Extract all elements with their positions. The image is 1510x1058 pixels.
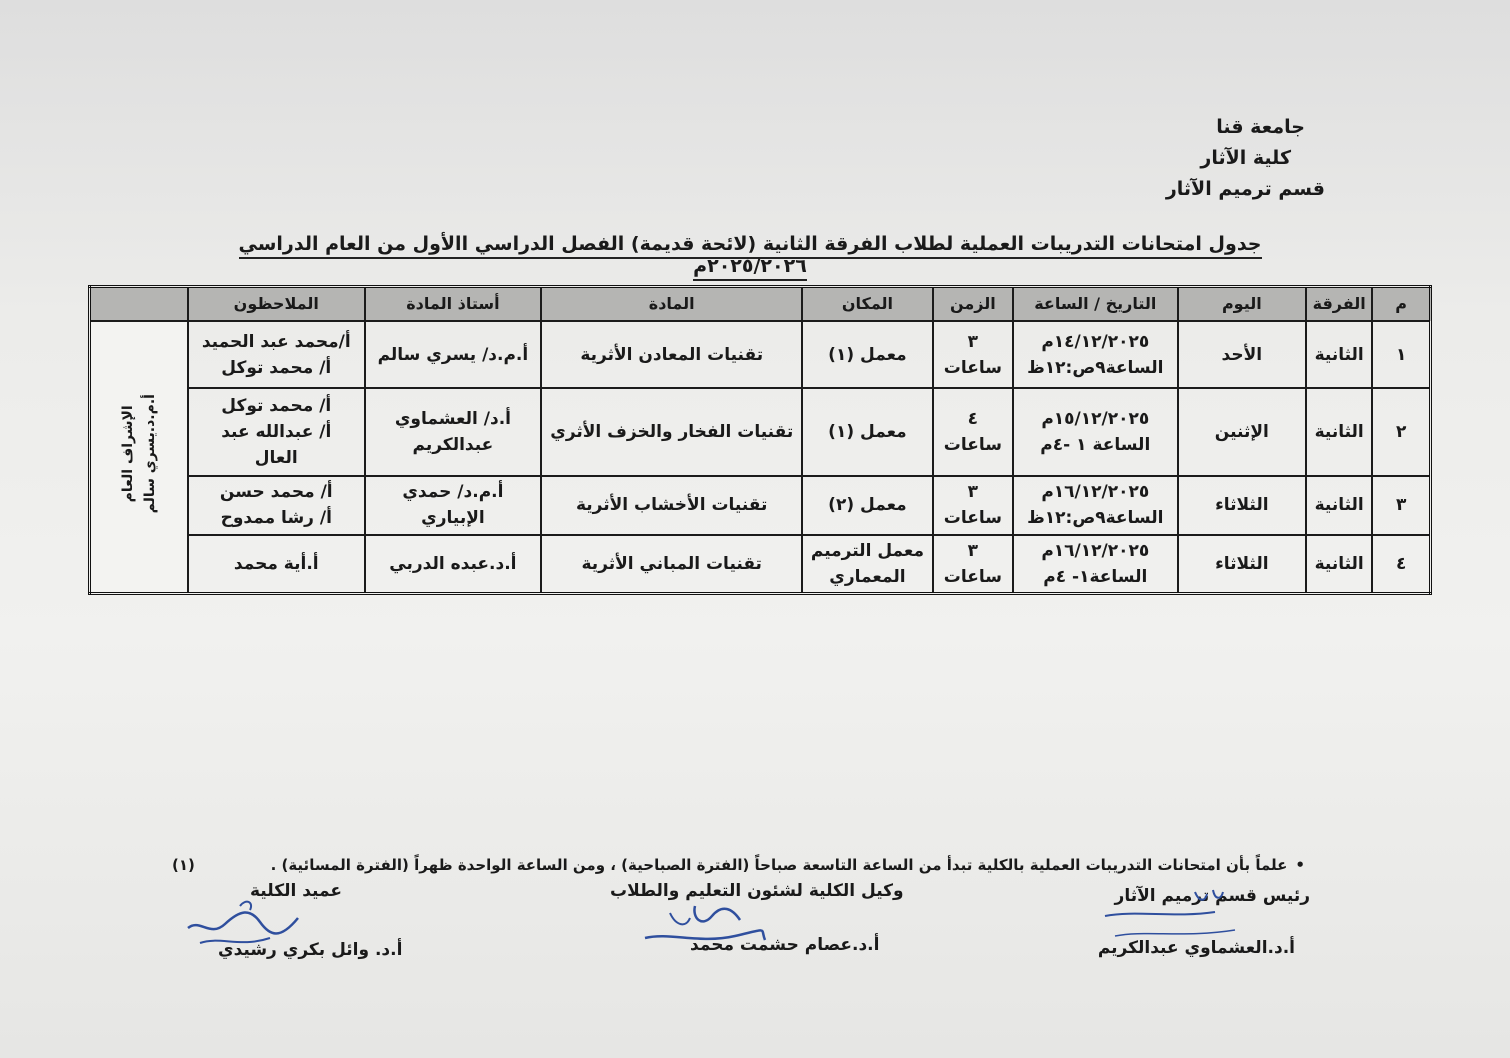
cell-day: الثلاثاء: [1178, 476, 1306, 535]
duration-num: ٣: [967, 540, 979, 561]
department-name: قسم ترميم الآثار: [1165, 178, 1325, 200]
cell-grade: الثانية: [1306, 535, 1372, 594]
header-cell: المادة: [541, 287, 802, 322]
cell-observers: [188, 476, 365, 535]
cell-place: معمل (١): [802, 321, 932, 388]
duration-unit: ساعات: [943, 357, 1002, 378]
cell-datetime: [1013, 321, 1178, 388]
signature-role: رئيس قسم ترميم الآثار: [1114, 886, 1310, 906]
cell-subject: تقنيات المعادن الأثرية: [541, 321, 802, 388]
cell-date: ١٦/١٢/٢٠٢٥م: [1041, 482, 1150, 503]
cell-professor: أ.د/ العشماوي عبدالكريم: [365, 388, 542, 475]
cell-grade: الثانية: [1306, 476, 1372, 535]
cell-datetime: [1013, 535, 1178, 594]
cell-place: معمل (٢): [802, 476, 932, 535]
head-handwritten-signature: [1095, 886, 1245, 946]
cell-num: ٣: [1372, 476, 1430, 535]
header-cell: م: [1372, 287, 1430, 322]
supervision-title: الإشراف العام: [119, 404, 136, 503]
duration-num: ٣: [967, 331, 979, 352]
cell-grade: الثانية: [1306, 321, 1372, 388]
table-row: [90, 388, 1431, 475]
observer: العال: [254, 447, 298, 468]
cell-datetime: [1013, 388, 1178, 475]
table-row: [90, 535, 1431, 594]
cell-grade: الثانية: [1306, 388, 1372, 475]
cell-professor: أ.م.د/ يسري سالم: [365, 321, 542, 388]
cell-time: الساعة٩ص:١٢ظ: [1027, 508, 1164, 529]
university-name: جامعة قنا: [1216, 116, 1305, 138]
observer: أ/ رشا ممدوح: [220, 508, 332, 529]
cell-subject: تقنيات الفخار والخزف الأثري: [541, 388, 802, 475]
cell-time: الساعة ١ -٤م: [1040, 434, 1151, 455]
vice-dean-handwritten-signature: [640, 898, 770, 953]
table-row: [90, 476, 1431, 535]
observer: أ/محمد عبد الحميد: [201, 331, 351, 352]
cell-subject: تقنيات المباني الأثرية: [541, 535, 802, 594]
cell-date: ١٦/١٢/٢٠٢٥م: [1041, 540, 1150, 561]
cell-subject: تقنيات الأخشاب الأثرية: [541, 476, 802, 535]
cell-observers: [188, 321, 365, 388]
table-header-row: [90, 287, 1431, 322]
signature-name: أ.د.العشماوي عبدالكريم: [1097, 938, 1295, 958]
signature-name: أ.د.عصام حشمت محمد: [690, 935, 880, 955]
observer: أ.أية محمد: [233, 553, 319, 574]
header-cell: الملاحظون: [188, 287, 365, 322]
cell-time: الساعة٩ص:١٢ظ: [1027, 357, 1164, 378]
table-row: [90, 321, 1431, 388]
header-cell: اليوم: [1178, 287, 1306, 322]
header-cell: التاريخ / الساعة: [1013, 287, 1178, 322]
header-cell: الزمن: [933, 287, 1013, 322]
cell-date: ١٤/١٢/٢٠٢٥م: [1041, 331, 1150, 352]
cell-professor: أ.م.د/ حمدي الإبياري: [365, 476, 542, 535]
cell-place: معمل الترميم المعماري: [802, 535, 932, 594]
observer: أ/ محمد توكل: [221, 395, 332, 416]
cell-num: ١: [1372, 321, 1430, 388]
duration-num: ٤: [967, 408, 979, 429]
title-main: جدول امتحانات التدريبات العملية لطلاب الفرقة الثانية (لائحة قديمة) الفصل الدراسي االأول من العام الدراسي: [238, 233, 1262, 255]
signature-role: عميد الكلية: [250, 881, 342, 901]
cell-observers: [188, 388, 365, 475]
timing-note: [271, 856, 1305, 874]
duration-num: ٣: [967, 482, 979, 503]
duration-unit: ساعات: [943, 508, 1002, 529]
observer: أ/ عبدالله عبد: [221, 421, 332, 442]
cell-num: ٢: [1372, 388, 1430, 475]
header-cell: أستاذ المادة: [365, 287, 542, 322]
supervision-vertical-text: [117, 394, 161, 513]
cell-supervision: [90, 321, 188, 594]
cell-duration: [933, 388, 1013, 475]
dean-handwritten-signature: [180, 888, 310, 958]
header-cell-empty: [90, 287, 188, 322]
institution-header: [1165, 112, 1325, 205]
cell-professor: أ.د.عبده الدربي: [365, 535, 542, 594]
signature-role: وكيل الكلية لشئون التعليم والطلاب: [610, 881, 904, 901]
document-title: [220, 233, 1280, 277]
observer: أ/ محمد حسن: [219, 482, 333, 503]
cell-datetime: [1013, 476, 1178, 535]
signature-name: أ.د. وائل بكري رشيدي: [218, 940, 403, 960]
cell-observers: [188, 535, 365, 594]
header-cell: الفرقة: [1306, 287, 1372, 322]
header-cell: المكان: [802, 287, 932, 322]
cell-duration: [933, 321, 1013, 388]
cell-duration: [933, 535, 1013, 594]
note-text: علماً بأن امتحانات التدريبات العملية بالكلية تبدأ من الساعة التاسعة صباحاً (الفترة الصباحية) ، ومن الساعة الواحدة ظهراً (الفترة المسائية) .: [270, 856, 1288, 874]
cell-duration: [933, 476, 1013, 535]
supervision-name: أ.م.د.يسري سالم: [141, 393, 158, 514]
cell-place: معمل (١): [802, 388, 932, 475]
duration-unit: ساعات: [943, 566, 1002, 587]
page-number: (١): [172, 856, 195, 874]
cell-day: الأحد: [1178, 321, 1306, 388]
cell-date: ١٥/١٢/٢٠٢٥م: [1041, 408, 1150, 429]
cell-time: الساعة١- ٤م: [1043, 566, 1148, 587]
cell-day: الإثنين: [1178, 388, 1306, 475]
duration-unit: ساعات: [943, 434, 1002, 455]
observer: أ/ محمد توكل: [221, 357, 332, 378]
cell-num: ٤: [1372, 535, 1430, 594]
faculty-name: كلية الآثار: [1200, 147, 1291, 169]
exam-schedule-table: [88, 285, 1432, 595]
title-year: ٢٠٢٥/٢٠٢٦م: [693, 255, 807, 277]
bullet-icon: •: [1295, 856, 1305, 874]
cell-day: الثلاثاء: [1178, 535, 1306, 594]
